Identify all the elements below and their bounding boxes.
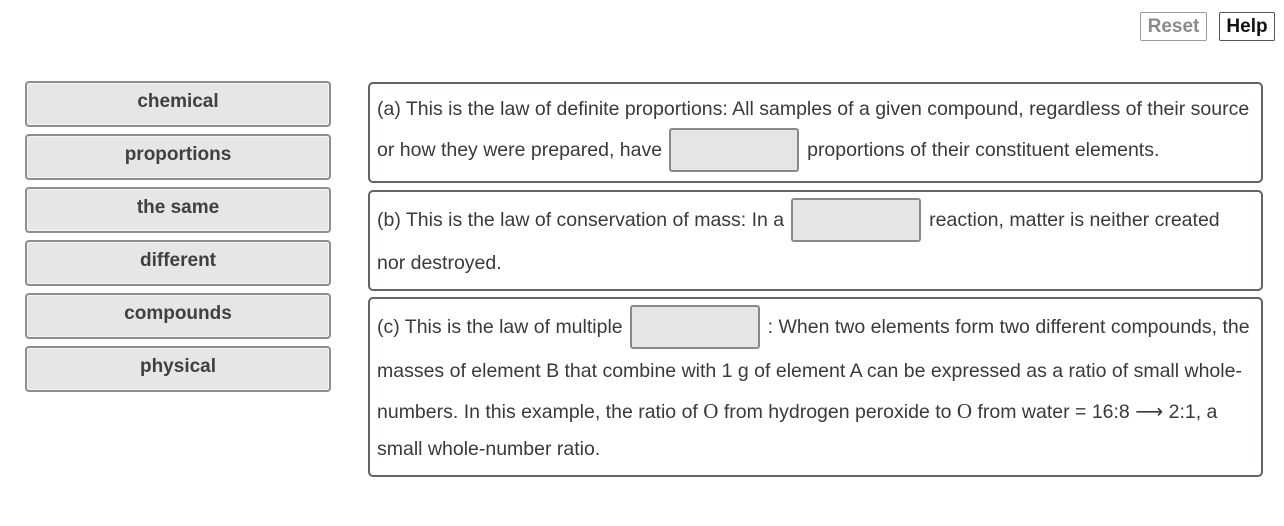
question-b-line-2: nor destroyed. bbox=[377, 252, 502, 274]
tile-label: different bbox=[140, 250, 216, 271]
oxygen-symbol: O bbox=[956, 399, 973, 423]
tile-the-same[interactable] bbox=[25, 187, 331, 233]
tile-different[interactable] bbox=[25, 240, 331, 286]
question-c-line-2: masses of element B that combine with 1 g of element A can be expressed as a ratio of small whole- bbox=[377, 360, 1242, 382]
tile-chemical[interactable] bbox=[25, 81, 331, 127]
reset-button[interactable]: Reset bbox=[1140, 12, 1207, 41]
question-a-line-2: or how they were prepared, have proportions of their constituent elements. bbox=[377, 129, 1159, 173]
question-a-line-1: (a) This is the law of definite proportions: All samples of a given compound, regardless of their source bbox=[377, 98, 1250, 120]
tile-label: physical bbox=[139, 356, 217, 377]
drop-target-c[interactable] bbox=[630, 305, 760, 349]
tile-physical[interactable] bbox=[25, 346, 331, 392]
question-b-panel bbox=[368, 190, 1263, 291]
tile-compounds[interactable] bbox=[25, 293, 331, 339]
drop-target-b[interactable] bbox=[791, 198, 921, 242]
drop-target-a[interactable] bbox=[669, 128, 799, 172]
question-c-line-1: (c) This is the law of multiple : When two elements form two different compounds, the bbox=[377, 306, 1250, 350]
tile-proportions[interactable] bbox=[25, 134, 331, 180]
right-arrow-icon: ⟶ bbox=[1135, 401, 1164, 423]
question-a-panel bbox=[368, 82, 1263, 183]
oxygen-symbol: O bbox=[703, 399, 719, 423]
tile-label: the same bbox=[136, 197, 220, 218]
tile-label: proportions bbox=[124, 144, 232, 165]
question-c-line-3: numbers. In this example, the ratio of O from hydrogen peroxide to O from water = 16:8 ⟶ 2:1, a bbox=[377, 399, 1218, 423]
question-c-panel bbox=[368, 297, 1263, 477]
answer-tile-bank bbox=[25, 81, 331, 399]
tile-label: chemical bbox=[137, 91, 219, 112]
tile-label: compounds bbox=[124, 303, 232, 324]
question-c-line-4: small whole-number ratio. bbox=[377, 438, 601, 460]
question-b-line-1: (b) This is the law of conservation of mass: In a reaction, matter is neither created bbox=[377, 199, 1220, 243]
help-button[interactable]: Help bbox=[1219, 12, 1275, 41]
